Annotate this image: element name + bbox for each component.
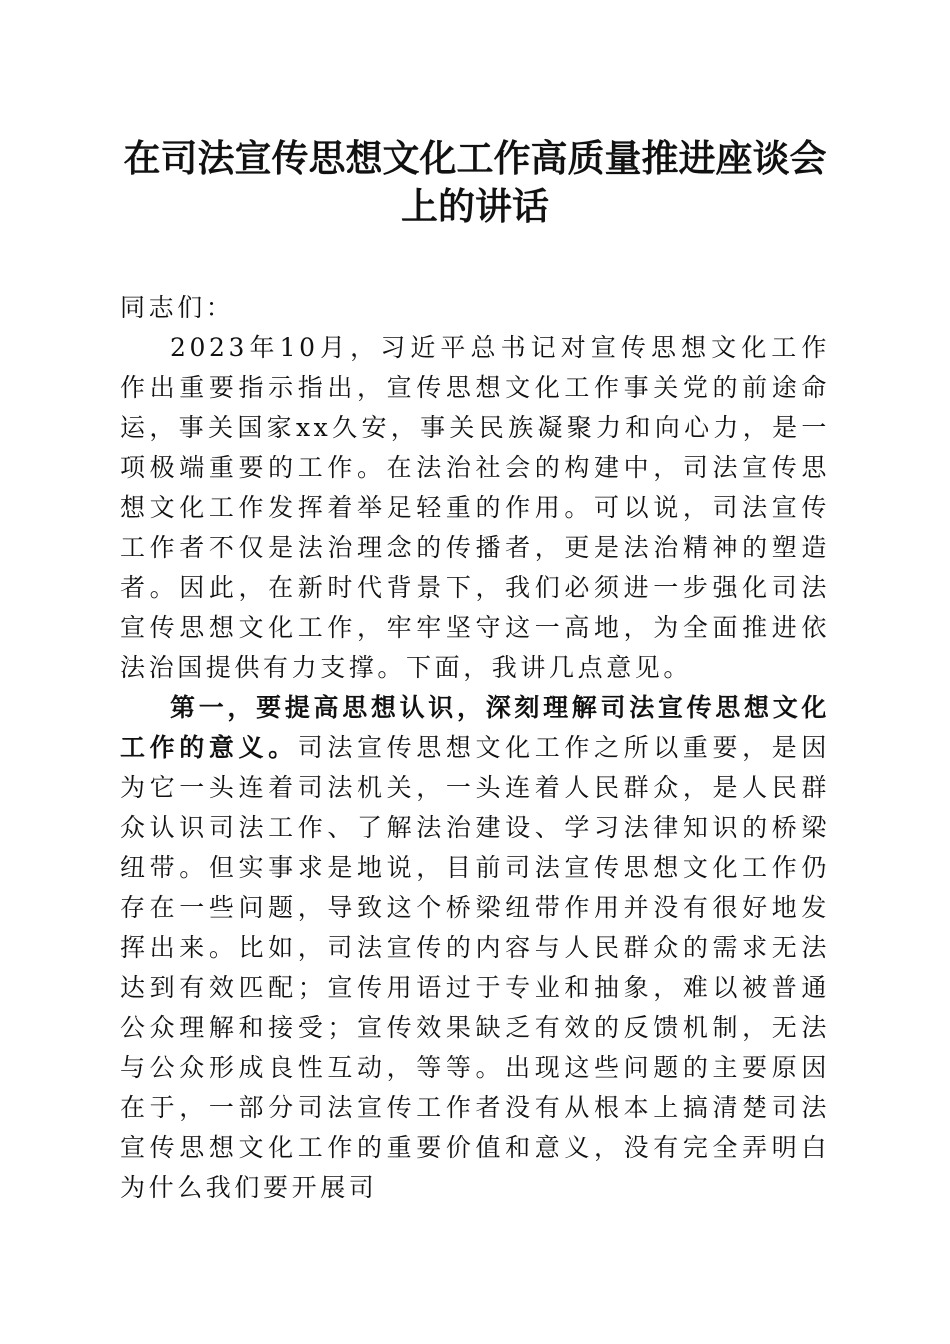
document-body <box>120 288 830 1208</box>
paragraph-first-point <box>120 688 830 1208</box>
document-title: 在司法宣传思想文化工作高质量推进座谈会上的讲话 <box>123 136 827 228</box>
paragraph-intro <box>120 328 830 688</box>
paragraph-lead: 第一，要提高思想认识，深刻理解司法宣传思想文化工作的意义。 <box>120 693 830 762</box>
salutation: 同志们： <box>120 293 235 322</box>
paragraph-text: 2023年10月，习近平总书记对宣传思想文化工作作出重要指示指出，宣传思想文化工作事关党的前途命运，事关国家xx久安，事关民族凝聚力和向心力，是一项极端重要的工作。在法治社会的构建中，司法宣传思想文化工作发挥着举足轻重的作用。可以说，司法宣传工作者不仅是法治理念的传播者，更是法治精神的塑造者。因此，在新时代背景下，我们必须进一步强化司法宣传思想文化工作，牢牢坚守这一高地，为全面推进依法治国提供有力支撑。下面，我讲几点意见。 <box>120 333 830 682</box>
paragraph-text: 司法宣传思想文化工作之所以重要，是因为它一头连着司法机关，一头连着人民群众，是人民群众认识司法工作、了解法治建设、学习法律知识的桥梁纽带。但实事求是地说，目前司法宣传思想文化工作仍存在一些问题，导致这个桥梁纽带作用并没有很好地发挥出来。比如，司法宣传的内容与人民群众的需求无法达到有效匹配；宣传用语过于专业和抽象，难以被普通公众理解和接受；宣传效果缺乏有效的反馈机制，无法与公众形成良性互动，等等。出现这些问题的主要原因在于，一部分司法宣传工作者没有从根本上搞清楚司法宣传思想文化工作的重要价值和意义，没有完全弄明白为什么我们要开展司 <box>120 733 830 1202</box>
